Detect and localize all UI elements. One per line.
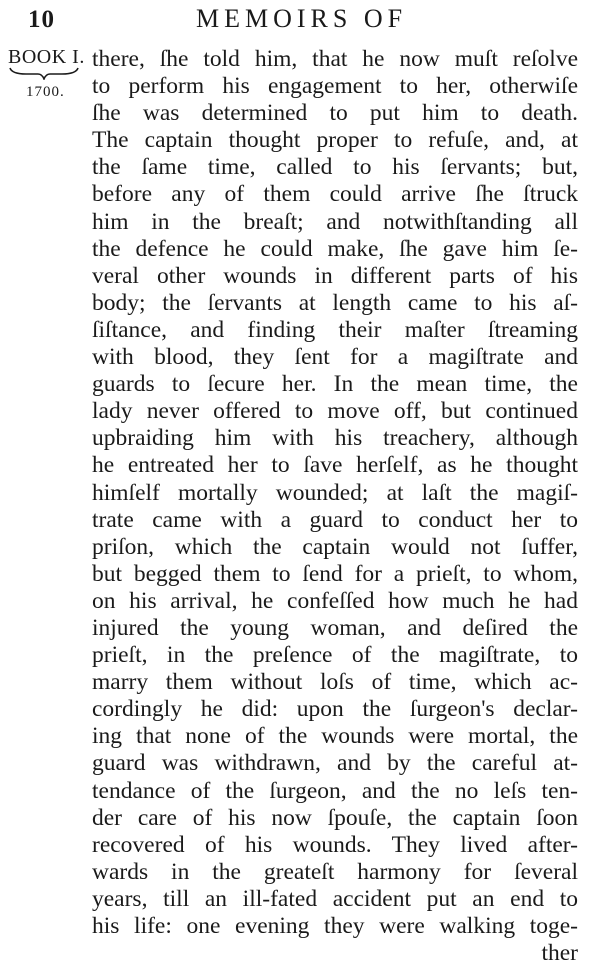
text-line: cordingly he did: upon the ſurgeon's declar- — [92, 696, 578, 723]
text-line: years, till an ill-fated accident put an end to — [92, 885, 578, 912]
margin-book-label: BOOK I. — [8, 46, 85, 68]
text-line: him in the breaſt; and notwithſtanding all — [92, 208, 578, 235]
text-line: wards in the greateſt harmony for ſeveral — [92, 858, 578, 885]
text-line: the defence he could make, ſhe gave him ſe- — [92, 235, 578, 262]
text-line: on his arrival, he confeſſed how much he had — [92, 587, 578, 614]
text-line: himſelf mortally wounded; at laſt the magiſ- — [92, 479, 578, 506]
text-line: upbraiding him with his treachery, although — [92, 425, 578, 452]
text-line: with blood, they ſent for a magiſtrate and — [92, 344, 578, 371]
text-line: guards to ſecure her. In the mean time, the — [92, 371, 578, 398]
text-line: ing that none of the wounds were mortal, the — [92, 723, 578, 750]
text-line: but begged them to ſend for a prieſt, to whom, — [92, 560, 578, 587]
text-line: ſhe was determined to put him to death. — [92, 100, 578, 127]
text-line: trate came with a guard to conduct her to — [92, 506, 578, 533]
text-line: before any of them could arrive ſhe ſtruck — [92, 181, 578, 208]
margin-brace-ornament — [8, 66, 80, 80]
text-line: marry them without loſs of time, which ac- — [92, 669, 578, 696]
text-line: priſon, which the captain would not ſuffer, — [92, 533, 578, 560]
text-line: guard was withdrawn, and by the careful at- — [92, 750, 578, 777]
text-line: recovered of his wounds. They lived after- — [92, 831, 578, 858]
page-number: 10 — [28, 6, 55, 33]
text-line: tendance of the ſurgeon, and the no leſs ten- — [92, 777, 578, 804]
margin-year: 1700. — [26, 84, 65, 100]
text-line: prieſt, in the preſence of the magiſtrate, to — [92, 642, 578, 669]
text-line: the ſame time, called to his ſervants; but, — [92, 154, 578, 181]
text-line: ſiſtance, and finding their maſter ſtreaming — [92, 316, 578, 343]
text-line: lady never offered to move off, but continued — [92, 398, 578, 425]
text-line: body; the ſervants at length came to his aſ- — [92, 289, 578, 316]
text-line: to perform his engagement to her, otherwiſe — [92, 73, 578, 100]
text-line: The captain thought proper to refuſe, and, at — [92, 127, 578, 154]
text-line: injured the young woman, and deſired the — [92, 614, 578, 641]
text-line: there, ſhe told him, that he now muſt reſolve — [92, 46, 578, 72]
text-line: his life: one evening they were walking toge- — [92, 913, 578, 939]
text-line: he entreated her to ſave herſelf, as he thought — [92, 452, 578, 479]
text-line: der care of his now ſpouſe, the captain ſoon — [92, 804, 578, 831]
text-line: veral other wounds in different parts of his — [92, 262, 578, 289]
text-line: ther — [541, 940, 578, 967]
running-title: MEMOIRS OF — [196, 4, 408, 33]
body-text — [92, 46, 578, 967]
